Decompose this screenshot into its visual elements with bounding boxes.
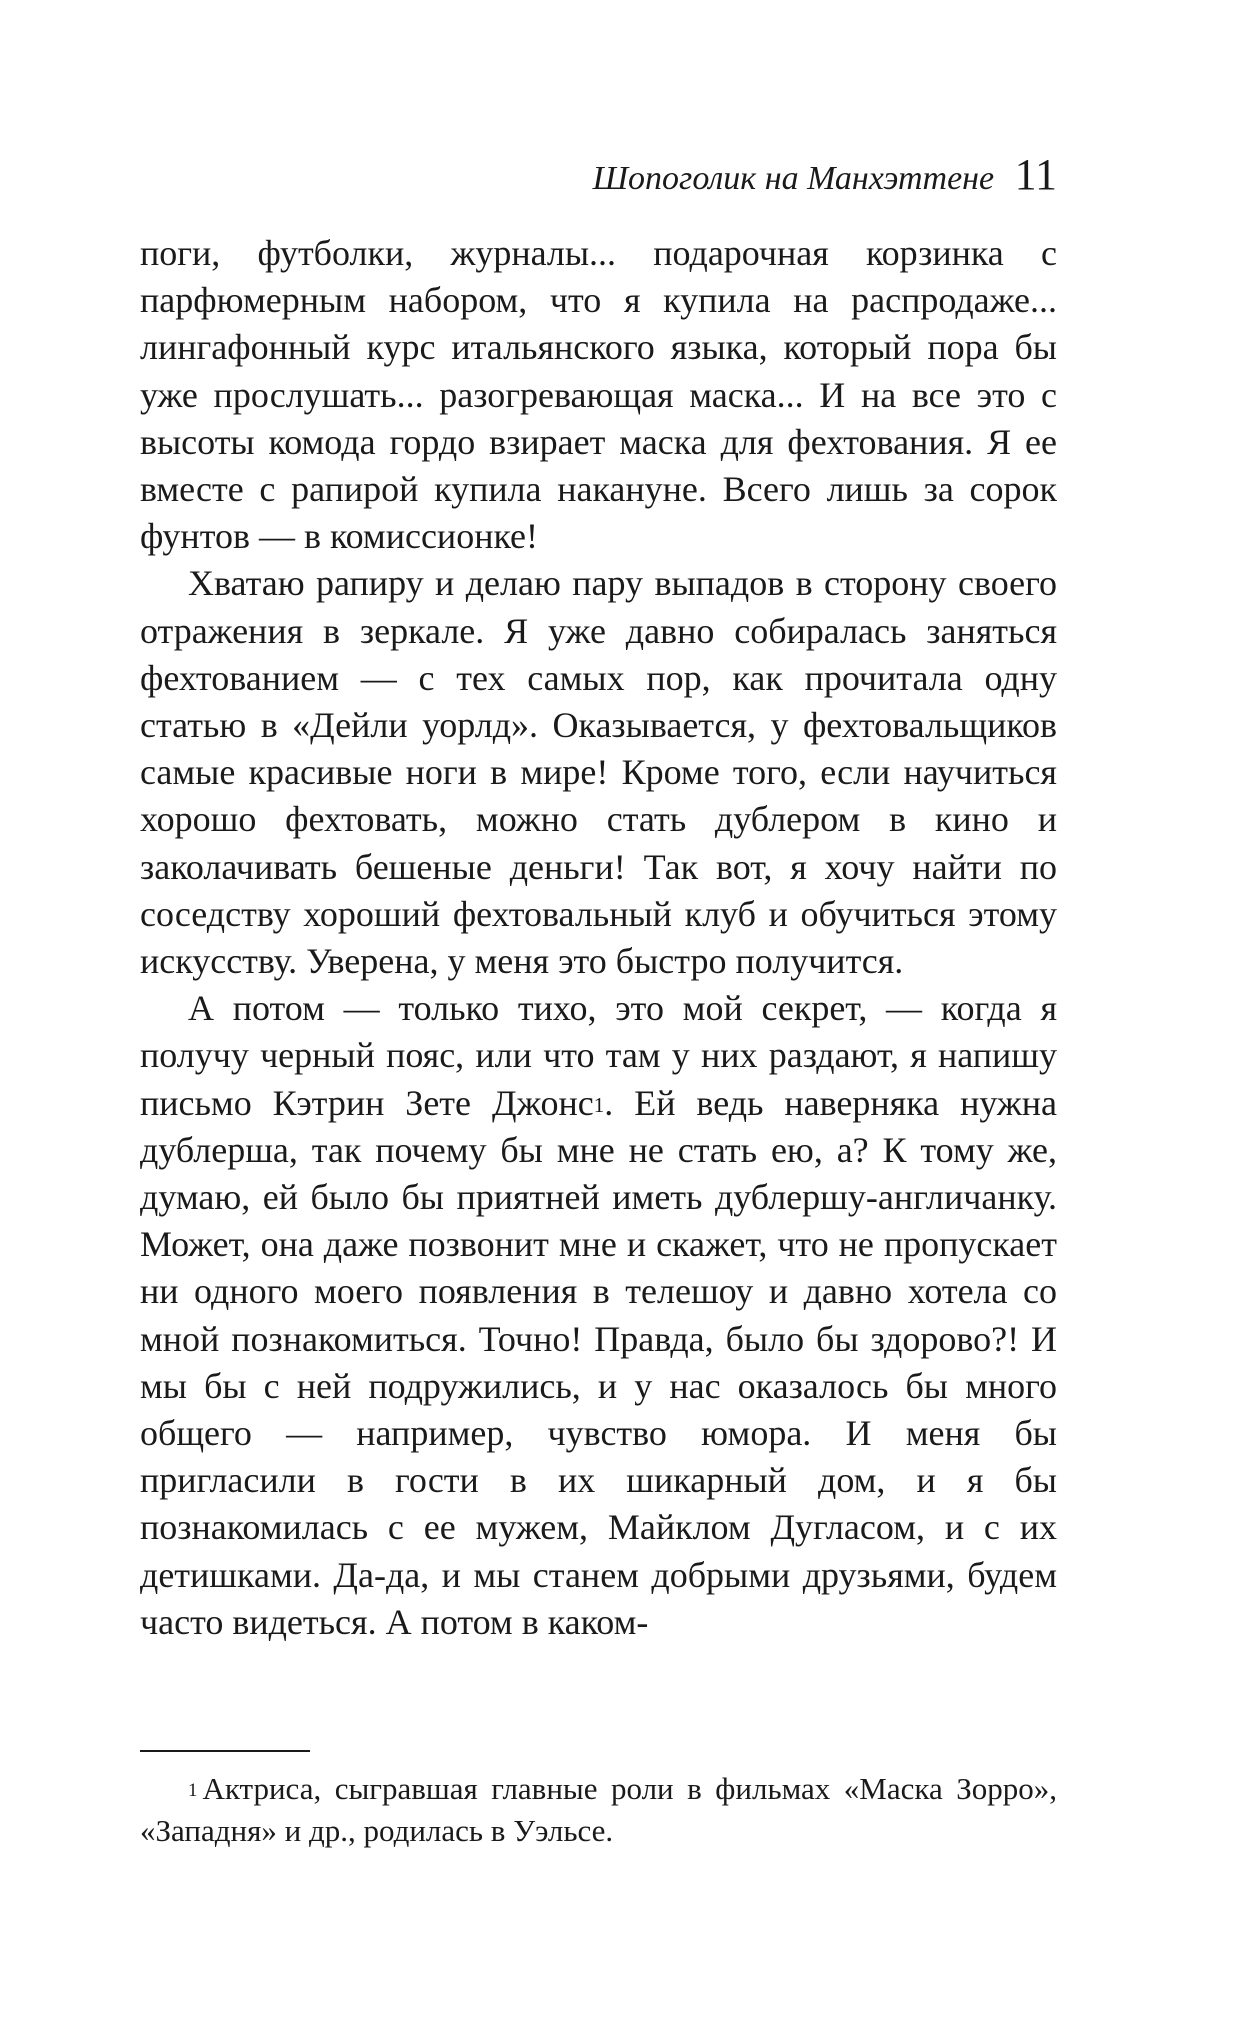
footnote-divider [140, 1750, 310, 1752]
running-title: Шопоголик на Манхэттене [592, 160, 995, 197]
paragraph-3-part-1: А потом — только тихо, это мой секрет, — когда я получу черный пояс, или что там у них раздают, я напишу письмо Кэтрин Зете Джонс [140, 988, 1057, 1123]
page-header [140, 150, 1057, 204]
paragraph-2: Хватаю рапиру и делаю пару выпадов в сторону своего отражения в зеркале. Я уже давно собиралась заняться фехтованием — с тех самых пор, как прочитала одну статью в «Дейли уорлд». Оказывается, у фехтовальщиков самые красивые ноги в мире! Кроме того, если научиться хорошо фехтовать, можно стать дублером в кино и заколачивать бешеные деньги! Так вот, я хочу найти по соседству хороший фехтовальный клуб и обучиться этому искусству. Уверена, у меня это быстро получится. [140, 563, 1057, 982]
paragraph-1: поги, футболки, журналы... подарочная корзинка с парфюмерным набором, что я купила на распродаже... лингафонный курс итальянского языка, который пора бы уже прослушать... разогревающая маска... И на все это с высоты комода гордо взирает маска для фехтования. Я ее вместе с рапирой купила накануне. Всего лишь за сорок фунтов — в комиссионке! [140, 233, 1057, 557]
page-number: 11 [1014, 150, 1057, 199]
footnote [140, 1768, 1057, 1852]
footnote-mark: 1 [188, 1780, 198, 1801]
paragraph-3-part-2: . Ей ведь наверняка нужна дублерша, так почему бы мне не стать ею, а? К тому же, думаю, ей было бы приятней иметь дублершу-англичанку. Может, она даже позвонит мне и скажет, что не пропускает ни одного моего появления в телешоу и давно хотела со мной познакомиться. Точно! Правда, было бы здорово?! И мы бы с ней подружились, и у нас оказалось бы много общего — например, чувство юмора. И меня бы пригласили в гости в их шикарный дом, и я бы познакомилась с ее мужем, Майклом Дугласом, и с их детишками. Да-да, и мы станем добрыми друзьями, будем часто видеться. А потом в каком- [140, 1082, 1057, 1642]
footnote-text: Актриса, сыгравшая главные роли в фильмах «Маска Зорро», «Западня» и др., родилась в Уэльсе. [140, 1771, 1057, 1848]
body-text [140, 230, 1057, 1646]
footnote-reference: 1 [593, 1092, 605, 1117]
paragraph-3 [140, 985, 1057, 1646]
